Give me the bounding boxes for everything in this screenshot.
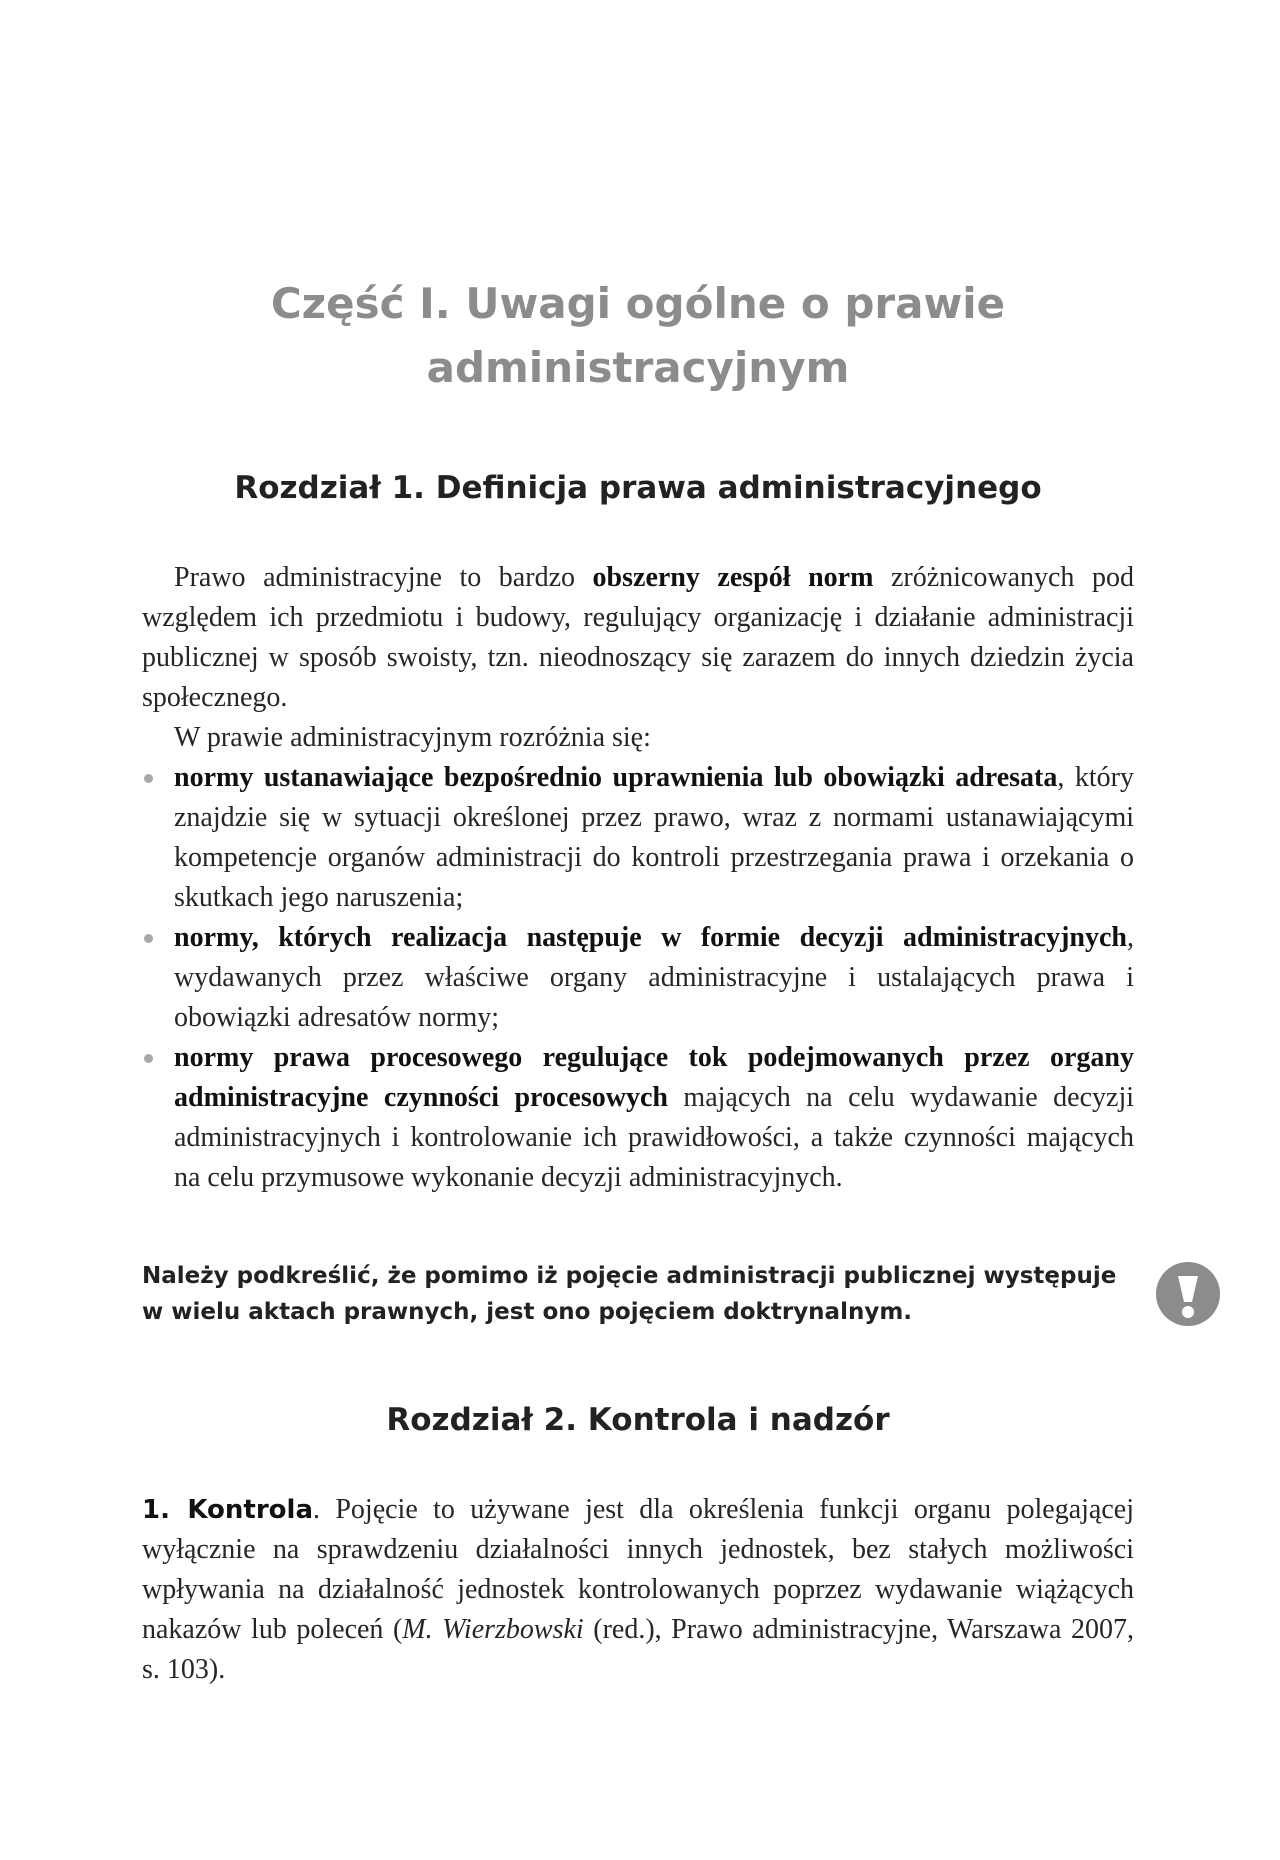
- paragraph-text: zróżnicowanych pod względem ich przedmiotu i budowy, regulujący organizację i działanie administracji publicznej w sposób swoisty, tzn. nieodnoszący się zarazem do innych dziedzin życia społecznego.: [142, 562, 1134, 713]
- bullet-dot: [144, 774, 153, 783]
- paragraph-text: . Pojęcie to używane jest dla określenia funkcji organu polegającej wyłącznie na sprawdzeniu działalności innych jednostek, bez stałych możliwości wpływania na działalność jednostek kontrolowanych poprzez wydawanie wiążących nakazów lub poleceń (: [142, 1494, 1134, 1645]
- bullet-dot: [144, 934, 153, 943]
- paragraph-control: [142, 1490, 1134, 1690]
- paragraph-definition: [142, 558, 1134, 718]
- part-title-line-2: administracyjnym: [426, 343, 850, 392]
- chapter-2-body: [142, 1490, 1134, 1690]
- list-item-bold: normy prawa procesowego regulujące tok podejmowanych przez organy administracyjne czynności procesowych: [174, 1042, 1134, 1113]
- exclamation-circle-icon: [1156, 1262, 1220, 1326]
- list-item: [142, 1038, 1134, 1198]
- chapter-2-title: Rozdział 2. Kontrola i nadzór: [386, 1402, 890, 1438]
- author-name: M. Wierzbowski: [402, 1614, 584, 1645]
- chapter-1-body: [142, 558, 1134, 1198]
- norms-list: [142, 758, 1134, 1198]
- bold-phrase: obszerny zespół norm: [592, 562, 874, 593]
- list-item: [142, 758, 1134, 918]
- paragraph-text: Prawo administracyjne to bardzo: [174, 562, 593, 593]
- list-item-text: , wydawanych przez właściwe organy administracyjne i ustalających prawa i obowiązki adresatów normy;: [174, 922, 1134, 1033]
- part-title-line-1: Część I. Uwagi ogólne o prawie: [270, 279, 1006, 328]
- paragraph-text: (red.), Prawo administracyjne, Warszawa 2007, s. 103).: [142, 1614, 1134, 1685]
- chapter-1-title: Rozdział 1. Definicja prawa administracyjnego: [234, 470, 1042, 506]
- list-item-bold: normy ustanawiające bezpośrednio uprawnienia lub obowiązki adresata: [174, 762, 1058, 793]
- list-item: [142, 918, 1134, 1038]
- paragraph-intro-list: W prawie administracyjnym rozróżnia się:: [174, 722, 651, 753]
- list-item-bold: normy, których realizacja następuje w formie decyzji administracyjnych: [174, 922, 1127, 953]
- list-item-text: mających na celu wydawanie decyzji administracyjnych i kontrolowanie ich prawidłowości, a także czynności mających na celu przymusowe wykonanie decyzji administracyjnych.: [174, 1082, 1134, 1193]
- bullet-dot: [144, 1054, 153, 1063]
- important-note: Należy podkreślić, że pomimo iż pojęcie administracji publicznej występuje w wielu aktach prawnych, jest ono pojęciem doktrynalnym.: [142, 1263, 1117, 1325]
- part-title: [142, 272, 1134, 400]
- list-item-text: , który znajdzie się w sytuacji określonej przez prawo, wraz z normami ustanawiającymi kompetencje organów administracji do kontroli przestrzegania prawa i orzekania o skutkach jego naruszenia;: [174, 762, 1134, 913]
- paragraph-lead: 1. Kontrola: [142, 1495, 313, 1525]
